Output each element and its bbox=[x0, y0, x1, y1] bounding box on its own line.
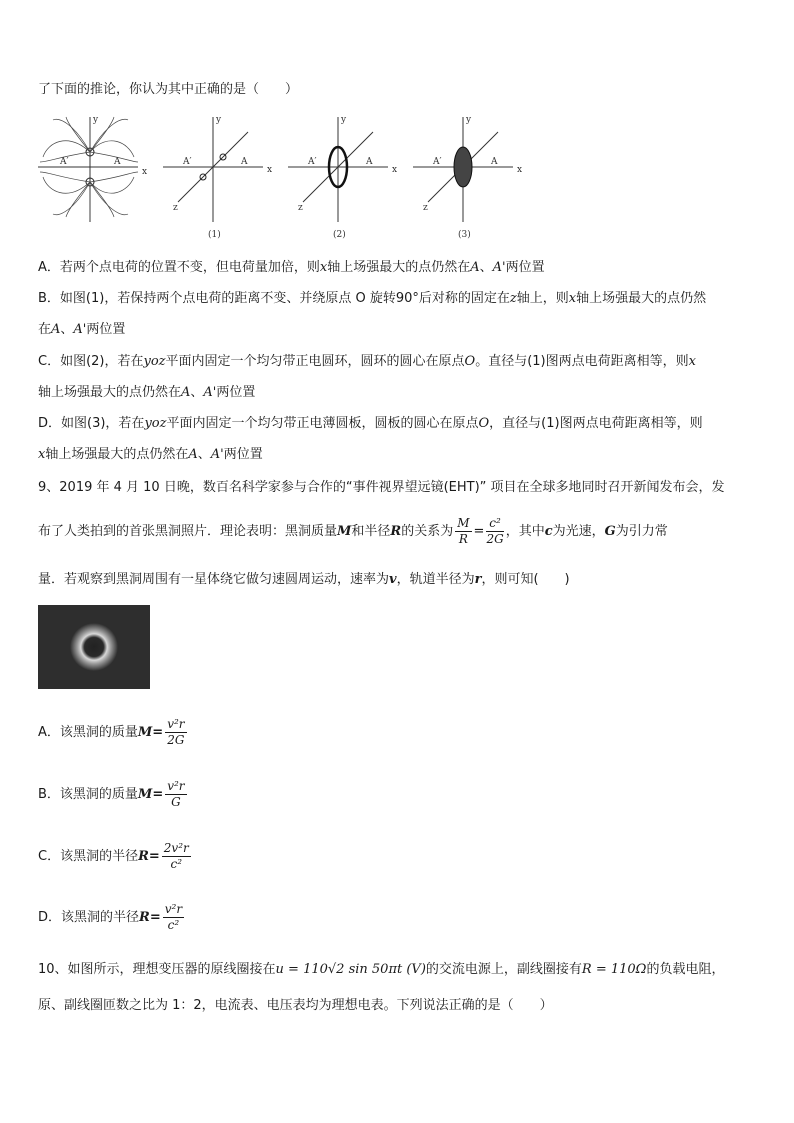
svg-text:(2): (2) bbox=[333, 230, 346, 240]
svg-text:x: x bbox=[392, 165, 398, 175]
black-hole-photo bbox=[38, 605, 150, 689]
svg-text:A: A bbox=[114, 157, 121, 167]
svg-text:z: z bbox=[298, 203, 303, 213]
svg-text:A: A bbox=[366, 157, 373, 167]
svg-text:y: y bbox=[93, 115, 99, 125]
svg-text:x: x bbox=[267, 165, 273, 175]
q9-stem-line1: 9、2019 年 4 月 10 日晚，数百名科学家参与合作的“事件视界望远镜(EHT)” 项目在全球多地同时召开新闻发布会，发 bbox=[38, 480, 725, 495]
svg-text:y: y bbox=[466, 115, 472, 125]
svg-text:A′: A′ bbox=[183, 157, 192, 167]
q8-option-c-cont: 轴上场强最大的点仍然在A、A'两位置 bbox=[38, 385, 256, 400]
q10-stem-line2: 原、副线圈匝数之比为 1：2，电流表、电压表均为理想电表。下列说法正确的是（ ） bbox=[38, 998, 553, 1013]
svg-text:(1): (1) bbox=[208, 230, 221, 240]
svg-text:z: z bbox=[173, 203, 178, 213]
svg-text:A′: A′ bbox=[433, 157, 442, 167]
q9-option-b: B．该黑洞的质量M= $\frac{\text{v²r}}{G}$ bbox=[38, 779, 185, 809]
svg-text:(3): (3) bbox=[458, 230, 471, 240]
figure-2 bbox=[288, 115, 397, 240]
relation-lhs: $\frac{M}{R}$ bbox=[457, 516, 470, 546]
svg-text:A′: A′ bbox=[60, 157, 69, 167]
figure-1 bbox=[163, 115, 272, 240]
intro-text: 了下面的推论，你认为其中正确的是（ ） bbox=[38, 82, 299, 97]
svg-text:A: A bbox=[241, 157, 248, 167]
q9-option-a: A．该黑洞的质量M= $\frac{\text{v²r}}{2G}$ bbox=[38, 717, 185, 747]
q9-option-c: C．该黑洞的半径R= $\frac{\text{2v²r}}{\text{c²}}$ bbox=[38, 841, 189, 871]
q8-option-d: D．如图(3)，若在yoz平面内固定一个均匀带正电薄圆板，圆板的圆心在原点O，直径与(1)图两点电荷距离相等，则 bbox=[38, 416, 703, 431]
q8-option-a: A．若两个点电荷的位置不变，但电荷量加倍，则x轴上场强最大的点仍然在A、A'两位置 bbox=[38, 260, 545, 275]
svg-text:A: A bbox=[491, 157, 498, 167]
q8-option-b: B．如图(1)，若保持两个点电荷的距离不变、并绕原点 O 旋转90°后对称的固定在z轴上，则x轴上场强最大的点仍然 bbox=[38, 291, 707, 306]
q10-stem-line1: 10、如图所示，理想变压器的原线圈接在u = 110√2 sin 50πt (V)的交流电源上，副线圈接有R = 110Ω的负载电阻， bbox=[38, 962, 725, 977]
svg-text:A′: A′ bbox=[308, 157, 317, 167]
q8-option-b-cont: 在A、A'两位置 bbox=[38, 322, 126, 337]
figure-3 bbox=[413, 115, 522, 240]
svg-text:x: x bbox=[517, 165, 523, 175]
q8-option-d-cont: x轴上场强最大的点仍然在A、A'两位置 bbox=[38, 447, 263, 462]
svg-text:x: x bbox=[142, 167, 148, 177]
q9-stem-line3: 量．若观察到黑洞周围有一星体绕它做匀速圆周运动，速率为v，轨道半径为r，则可知( ) bbox=[38, 572, 570, 587]
svg-text:y: y bbox=[341, 115, 347, 125]
q8-option-c: C．如图(2)，若在yoz平面内固定一个均匀带正电圆环，圆环的圆心在原点O。直径与(1)图两点电荷距离相等，则x bbox=[38, 354, 696, 369]
q9-stem-line2: 布了人类拍到的首张黑洞照片．理论表明：黑洞质量M和半径R的关系为 $\frac{M}{R}$ = $\frac{\text{c²}}{2G}$ ，其中c为光速，G为引力常 bbox=[38, 516, 668, 546]
field-lines-figure bbox=[38, 115, 147, 222]
svg-text:y: y bbox=[216, 115, 222, 125]
relation-rhs: $\frac{\text{c²}}{2G}$ bbox=[486, 516, 504, 546]
field-figures bbox=[38, 112, 538, 242]
q9-option-d: D．该黑洞的半径R= $\frac{\text{v²r}}{\text{c²}}$ bbox=[38, 902, 183, 932]
svg-text:z: z bbox=[423, 203, 428, 213]
